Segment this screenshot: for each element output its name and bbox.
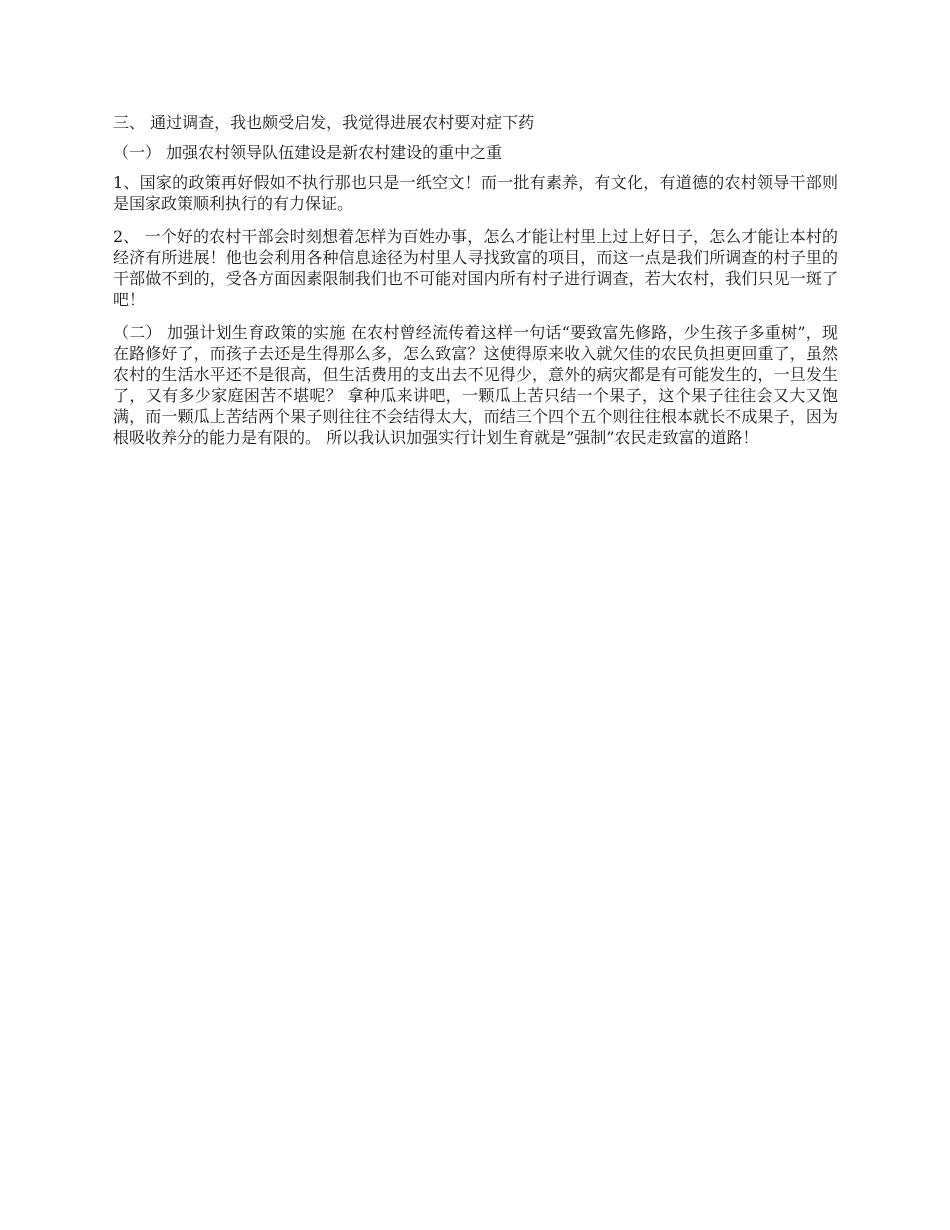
paragraph-point-1: 1、国家的政策再好假如不执行那也只是一纸空文！而一批有素养，有文化，有道德的农村领导干部则是国家政策顺利执行的有力保证。	[113, 173, 838, 213]
paragraph-family-planning: （二） 加强计划生育政策的实施 在农村曾经流传着这样一句话“要致富先修路，少生孩子多重树”，现在路修好了，而孩子去还是生得那么多，怎么致富？这使得原来收入就欠佳的农民负担更回重了，虽然农村的生活水平还不是很高，但生活费用的支出去不见得少，意外的病灾都是有可能发生的，一旦发生了，又有多少家庭困苦不堪呢？ 拿种瓜来讲吧，一颗瓜上苦只结一个果子，这个果子往往会又大又饱满，而一颗瓜上苦结两个果子则往往不会结得太大，而结三个四个五个则往往根本就长不成果子，因为根吸收养分的能力是有限的。 所以我认识加强实行计划生育就是”强制”农民走致富的道路！	[113, 323, 838, 447]
document-body	[113, 112, 838, 460]
paragraph-point-2: 2、 一个好的农村干部会时刻想着怎样为百姓办事，怎么才能让村里上过上好日子，怎么才能让本村的经济有所进展！他也会利用各种信息途径为村里人寻找致富的项目，而这一点是我们所调查的村子里的干部做不到的，受各方面因素限制我们也不可能对国内所有村子进行调查，若大农村，我们只见一斑了吧！	[113, 227, 838, 309]
section-heading: 三、 通过调查，我也颇受启发，我觉得进展农村要对症下药	[113, 113, 535, 132]
subsection-heading-1: （一） 加强农村领导队伍建设是新农村建设的重中之重	[113, 143, 503, 162]
